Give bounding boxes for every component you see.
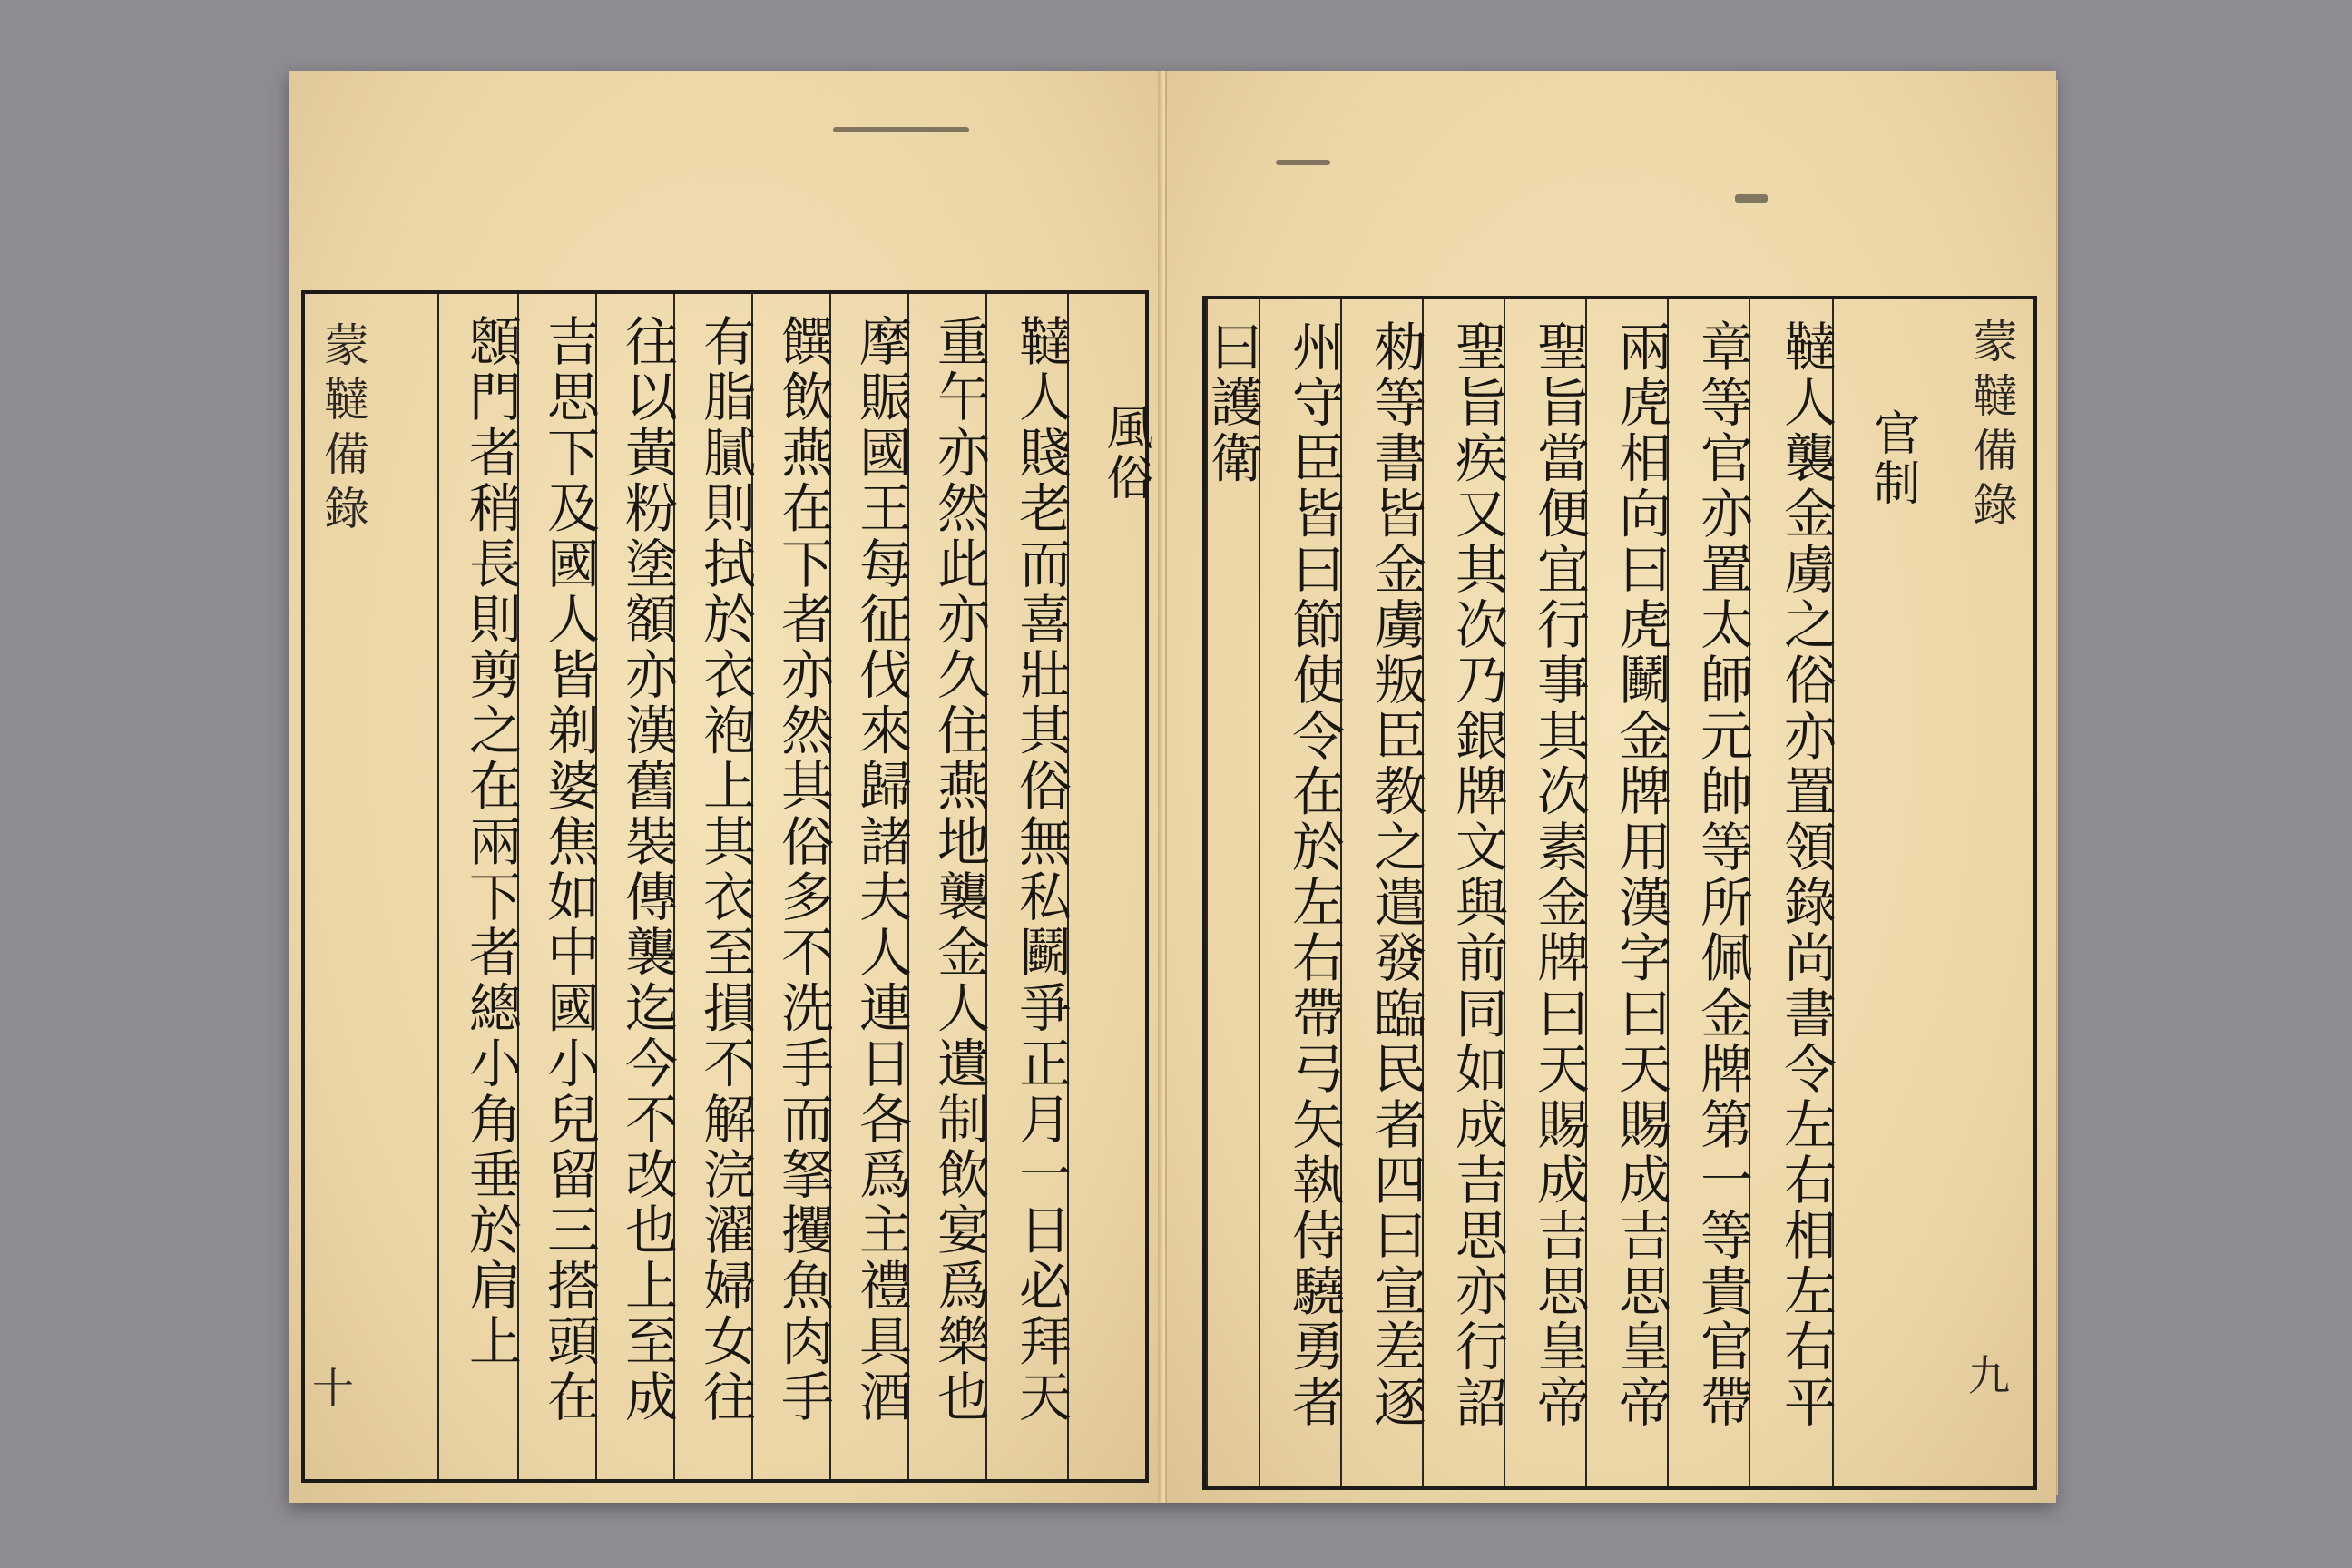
text-column: 章等官亦置太師元帥等所佩金牌第一等貴官帶 bbox=[1667, 299, 1749, 1486]
text-column: 聖旨當便宜行事其次素金牌曰天賜成吉思皇帝 bbox=[1504, 299, 1585, 1486]
margin-book-title: 蒙韃備錄 bbox=[1965, 318, 2018, 535]
text-column: 州守臣皆曰節使令在於左右帶弓矢執侍驍勇者 bbox=[1259, 299, 1340, 1486]
left-text-frame bbox=[301, 290, 1152, 1483]
text-column: 勑等書皆金虜叛臣教之遣發臨民者四曰宣差逐 bbox=[1340, 299, 1422, 1486]
text-column: 吉思下及國人皆剃婆焦如中國小兒留三搭頭在 bbox=[517, 294, 595, 1479]
text-column: 韃人襲金虜之俗亦置領錄尚書令左右相左右平 bbox=[1749, 299, 1832, 1486]
text-column: 有脂膩則拭於衣袍上其衣至損不解浣濯婦女往 bbox=[673, 294, 751, 1479]
page-number: 九 bbox=[1968, 1351, 2010, 1400]
open-book bbox=[289, 71, 2054, 1503]
right-text-frame bbox=[1202, 296, 2037, 1490]
text-column: 聖旨疾又其次乃銀牌文與前同如成吉思亦行詔 bbox=[1422, 299, 1504, 1486]
text-column: 曰護衛 bbox=[1206, 299, 1259, 1486]
column-heading: 官制 bbox=[1832, 299, 1916, 1486]
margin-book-title: 蒙韃備錄 bbox=[317, 321, 369, 539]
text-column: 摩賑國王每征伐來歸諸夫人連日各爲主禮具酒 bbox=[829, 294, 907, 1479]
text-column: 顖門者稍長則剪之在兩下者總小角垂於肩上 bbox=[437, 294, 517, 1479]
right-page bbox=[1165, 71, 2056, 1503]
ink-stain bbox=[1276, 160, 1330, 165]
ink-stain bbox=[1735, 194, 1768, 203]
text-column: 重午亦然此亦久住燕地襲金人遺制飲宴爲樂也 bbox=[907, 294, 985, 1479]
text-column: 饌飲燕在下者亦然其俗多不洗手而拏攫魚肉手 bbox=[751, 294, 829, 1479]
left-page bbox=[289, 71, 1163, 1503]
text-column: 兩虎相向曰虎鬭金牌用漢字曰天賜成吉思皇帝 bbox=[1585, 299, 1667, 1486]
page-number: 十 bbox=[312, 1364, 354, 1413]
column-heading: 風俗 bbox=[1067, 294, 1149, 1479]
ink-stain bbox=[833, 127, 969, 132]
text-column: 韃人賤老而喜壯其俗無私鬬爭正月一日必拜天 bbox=[985, 294, 1067, 1479]
text-column: 往以黃粉塗額亦漢舊裝傳襲迄今不改也上至成 bbox=[595, 294, 673, 1479]
